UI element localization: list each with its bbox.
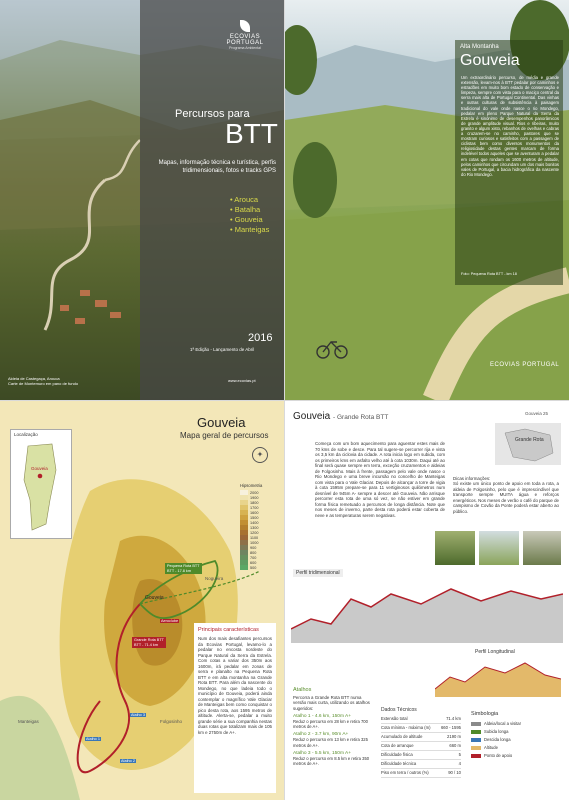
symbology-rows <box>471 720 561 760</box>
legend-value: 1800 <box>250 500 259 505</box>
intro-photo-caption: Foto: Pequena Rota BTT - km 18 <box>461 272 517 276</box>
legend-swatch <box>240 565 248 570</box>
route-page-title: Gouveia - Grande Rota BTT <box>293 411 389 422</box>
symbology-row <box>471 728 561 736</box>
legend-value: 1600 <box>250 510 259 515</box>
tech-key: Cota mínima - máxima (m) <box>381 725 431 730</box>
photo-valley <box>479 531 519 565</box>
map-subtitle: Mapa geral de percursos <box>180 431 269 440</box>
shortcut-item: Atalho 2 - 3.7 km, 90m A+ Reduz o percurso em 13 km e retira 325 metros de A+. <box>293 732 368 748</box>
tech-row <box>381 733 461 742</box>
place-label: Gouveia <box>145 595 164 601</box>
place-label: Nogueira <box>205 576 224 581</box>
legend-value: 1200 <box>250 530 259 535</box>
symbology-swatch <box>471 722 481 726</box>
tech-row <box>381 715 461 724</box>
map-panel <box>0 401 284 800</box>
hypsometry-legend: Hipsometria 2000 1900 1800 1700 1600 1500 1400 1300 1200 1100 1000 900 800 700 600 500 <box>240 483 278 570</box>
tech-row <box>381 751 461 760</box>
symbology-label: Subida longa <box>484 729 509 734</box>
profile3d-chart <box>291 579 563 643</box>
symbology-swatch <box>471 738 481 742</box>
symbology-label: Aldeia/local a visitar <box>484 721 522 726</box>
photo-credit: Aldeia de Castegaça, Arouca Carte de Montemuro em pano de fundo <box>8 376 79 386</box>
legend-value: 1300 <box>250 525 259 530</box>
location-item: • Gouveia <box>230 215 263 224</box>
legend-value: 600 <box>250 560 257 565</box>
route-panel <box>285 401 569 800</box>
cover-title-small: Percursos para <box>175 108 250 120</box>
legend-value: 2000 <box>250 490 259 495</box>
legend-value: 900 <box>250 545 257 550</box>
shortcut-item: Atalho 1 - 4.6 km, 150m A+ Reduz o percurso em 28 km e retira 700 metros de A+. <box>293 713 368 730</box>
cover-footer-note: www.ecovias.pt <box>228 378 256 383</box>
place-label: Manteigas <box>18 719 39 724</box>
shortcut-item: Atalho 3 - 5.5 km, 150m A+ Reduz o percurso em 8.5 km e retira 350 metros de A+. <box>293 750 370 766</box>
symbology-row <box>471 744 561 752</box>
location-item: • Manteigas <box>230 225 270 234</box>
cover-subtitle: Mapas, informação técnica e turística, perfis tridimensionais, fotos e tracks GPS <box>158 160 276 174</box>
symbology-label: Ponto de apoio <box>484 753 513 758</box>
profile-long-label: Perfil Longitudinal <box>475 649 515 655</box>
route-body: Começa com um bom aquecimento para aguentar estes mais de 70 kms de sobe e desce. Para tal sugere-se percorrer rija e vista os 3,5 km da ciclovia da cidade. A rota inicia logo em subida, com os primeiros kms em asfalto velho até à cota 1030m. Daqui até ao final será quase sempre em terra, exceção cruzamentos e aldeias de Folgosinho. Mais à frente, passagem pelo vale onde nasce o Rio Mondego e uma breve incursão no concelho de Manteigas com vista para o Vale Glaciar. Depois de alcançar a torre de vigia à cota 1595m prepare-se para 11 vertiginosos quilómetros num desnível de 945m A- sempre a descer até Gouveia. Não arrisque percorrer esta rota de uma só vez, se não estiver em grande forma física remetuado a percursos de longa distância. Note que nos meses de inverno, parte desta rota poderá estar coberta de neve e as temperaturas serem negativas. <box>315 441 445 518</box>
symbology-label: Altitude <box>484 745 498 750</box>
cover-edition: 1ª Edição - Lançamento de Abril <box>190 347 255 352</box>
route-mini-map: Grande Rota <box>495 423 561 465</box>
legend-value: 1700 <box>250 505 259 510</box>
route-label-grande: Grande Rota BTT BTT - 71.4 km <box>134 638 164 647</box>
photo-trees <box>523 531 561 565</box>
place-label: Atalho 1 <box>86 737 100 741</box>
location-item: • Batalha <box>230 205 261 214</box>
route-label-pequena: Pequena Rota BTT BTT - 17.8 km <box>167 564 200 573</box>
compass-icon: ✦ <box>252 447 268 463</box>
place-label: Aeroclube <box>161 619 179 623</box>
symbology-legend: Simbologia Aldeia/local a visitar Subida longa Descida longa Altitude Ponto de apoio <box>471 711 561 760</box>
shortcuts-section: Atalhos Percorra a Grande Rota BTT numa versão mais curta, utilizando os atalhos sugeridos: Atalho 1 - 4.6 km, 150m A+ Reduz o percurso em 28 km e retira 700 metros de A+. Atalho 2 - 3.7 km, 90m A+ Reduz o percurso em 13 km e retira 325 metros de A+. Atalho 3 - 5.5 km, 150m A+ Reduz o percurso em 8.5 km e retira 350 metros de A+. <box>293 687 373 766</box>
brand-logo: ECOVIAS PORTUGAL Programa Ambiental <box>215 20 275 50</box>
symbology-swatch <box>471 754 481 758</box>
intro-panel <box>285 0 569 400</box>
cover-year: 2016 <box>248 332 273 344</box>
tech-key: Acumulado de altitude <box>381 734 423 739</box>
page-number: Gouveia 25 <box>525 411 549 416</box>
tech-rows <box>381 715 461 778</box>
tech-key: Piso em terra / outros (%) <box>381 770 429 775</box>
place-label: Atalho 2 <box>121 759 135 763</box>
map-title: Gouveia <box>197 415 246 430</box>
intro-kicker: Alta Montanha <box>460 44 499 50</box>
tech-row <box>381 760 461 769</box>
legend-value: 800 <box>250 550 257 555</box>
tech-value: 90 / 10 <box>448 770 461 775</box>
legend-value: 1000 <box>250 540 259 545</box>
cover-locations <box>230 195 269 235</box>
legend-row <box>240 565 278 570</box>
tech-row <box>381 742 461 751</box>
intro-brand: ECOVIAS PORTUGAL <box>490 362 560 368</box>
tech-data-table: Dados Técnicos Extensão total 71.4 km Cota mínima - máxima (m) 660 - 1595 Acumulado de altitude 2190 m Cota de arranque 660 m Dificuldade física 5 Dificuldade técnica 4 Piso em terra / outros (%) 90 / 10 <box>381 707 461 778</box>
profile3d-label: Perfil tridimensional <box>293 569 343 577</box>
symbology-row <box>471 752 561 760</box>
legend-value: 1400 <box>250 520 259 525</box>
profile-long-chart <box>435 657 561 697</box>
place-label: Folgosinho <box>160 719 183 724</box>
legend-value: 1100 <box>250 535 259 540</box>
location-inset: Localização Gouveia <box>10 429 72 539</box>
tech-value: 660 - 1595 <box>440 725 461 730</box>
leaf-icon <box>240 20 250 32</box>
symbology-label: Descida longa <box>484 737 511 742</box>
symbology-swatch <box>471 730 481 734</box>
cover-panel <box>0 0 284 400</box>
legend-value: 700 <box>250 555 257 560</box>
tech-key: Dificuldade técnica <box>381 761 417 766</box>
tech-value: 5 <box>458 752 461 757</box>
tech-row <box>381 724 461 733</box>
intro-title: Gouveia <box>460 52 520 69</box>
tech-key: Cota de arranque <box>381 743 414 748</box>
symbology-row <box>471 720 561 728</box>
tech-value: 4 <box>458 761 461 766</box>
legend-value: 1500 <box>250 515 259 520</box>
tech-value: 660 m <box>449 743 461 748</box>
tech-key: Dificuldade física <box>381 752 413 757</box>
tech-key: Extensão total <box>381 716 408 721</box>
portugal-outline <box>12 440 72 536</box>
place-label: Atalho 3 <box>131 713 145 717</box>
legend-value: 500 <box>250 565 257 570</box>
symbology-row <box>471 736 561 744</box>
characteristics-box: Principais características Num dos mais desafiantes percursos da Ecovias Portugal, levamo-lo a pedalar no encosta nordeste do Parque Natural da Serra da Estrela. Com cotas a variar dos 350m aos 1600m, irá pedalar em zonas de serra e planalto na Pequena Rota BTT e em alta montanha na Grande Rota BTT. Para além da nascente do Mondego, no que ladeia todo o município de Gouveia, poderá ainda contemplar o magnífico Vale Glaciar de Manteigas bem como conquistar o pico desta rota, aos 1595 metros de altitude. Alerta-se, pedalar a muito grande série a sua companhia nestas duas rotas que totalizam mais de 105 km e 2750m de A+. <box>194 623 276 793</box>
tech-row <box>381 769 461 778</box>
tech-value: 71.4 km <box>446 716 461 721</box>
tech-value: 2190 m <box>447 734 461 739</box>
location-item: • Arouca <box>230 195 259 204</box>
cover-title-big: BTT <box>225 118 278 149</box>
legend-rows <box>240 490 278 570</box>
route-side-notes: Dicas informações: Só existe um único ponto de apoio em toda a rota, a aldeia de Folgosinho, pelo que é imprescindível que transporte sempre MUITA água e reforços energéticos. Nos meses de verão o café do parque de campismo de Covão da Ponte poderá estar aberto ao público. <box>453 476 559 514</box>
intro-body: Um extraordinário percurso, de média e grande extensão, levam-nos à BTT pedalar por caminhos e estradões em muito bom estado de conservação e limpeza, sempre com vista para o maciço central da serra mais alta de Portugal Continental. Das vinhas e outras culturas de subsistência à paisagem tradicional do vale onde nasce o rio Mondego, pedalar em pleno Parque Natural da Serra da Estrela é sinónimo de desempenhos panorâmicos de grande amplitude visual. Rios e ribeiras, muito granito e algum xisto, rebanhos de ovelhas e cabras a cruzarem-se no caminho, pastores que se mostram curiosos e satisfeitos com a passagem de ciclistas bem como diversos monumentos da religiosidade destas gentes marcam de forma indelével todos aqueles que se aventuram a pedalar em cotas que rondam os 1600 metros de altitude, pelos caminhos que circundam um dos mais bonitos vales de Portugal, a bacia hidrográfica da nascente do Rio Mondego. <box>461 75 559 177</box>
symbology-swatch <box>471 746 481 750</box>
photo-forest <box>435 531 475 565</box>
legend-value: 1900 <box>250 495 259 500</box>
